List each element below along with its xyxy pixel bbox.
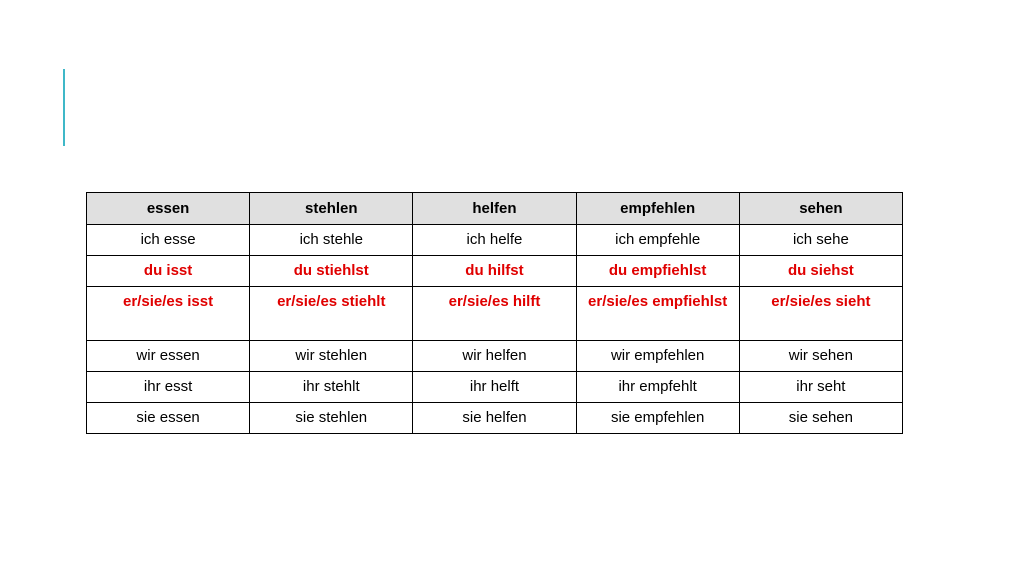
table-cell: ich sehe [739, 225, 902, 256]
table-cell: ich empfehle [576, 225, 739, 256]
column-header: essen [87, 193, 250, 225]
table-row [87, 225, 903, 256]
table-cell: sie sehen [739, 403, 902, 434]
table-cell: du siehst [739, 256, 902, 287]
table-cell: sie empfehlen [576, 403, 739, 434]
table-cell: wir helfen [413, 341, 576, 372]
table-cell: ihr stehlt [250, 372, 413, 403]
table-cell: du hilfst [413, 256, 576, 287]
table-cell: wir essen [87, 341, 250, 372]
column-header: stehlen [250, 193, 413, 225]
column-header: helfen [413, 193, 576, 225]
table-cell: wir empfehlen [576, 341, 739, 372]
table-row [87, 403, 903, 434]
table-cell: ihr helft [413, 372, 576, 403]
table-cell: wir sehen [739, 341, 902, 372]
table-cell: er/sie/es sieht [739, 287, 902, 341]
table-cell: sie helfen [413, 403, 576, 434]
table-cell: wir stehlen [250, 341, 413, 372]
column-header: empfehlen [576, 193, 739, 225]
verb-conjugation-table [86, 192, 903, 434]
table-cell: er/sie/es stiehlt [250, 287, 413, 341]
table-cell: er/sie/es isst [87, 287, 250, 341]
table-cell: du empfiehlst [576, 256, 739, 287]
table-cell: ich stehle [250, 225, 413, 256]
column-header: sehen [739, 193, 902, 225]
table-cell: ich helfe [413, 225, 576, 256]
table-cell: sie essen [87, 403, 250, 434]
table-row-highlighted [87, 287, 903, 341]
table-row-highlighted [87, 256, 903, 287]
table-cell: ihr empfehlt [576, 372, 739, 403]
table-cell: sie stehlen [250, 403, 413, 434]
table-header-row [87, 193, 903, 225]
table-cell: du stiehlst [250, 256, 413, 287]
table-cell: du isst [87, 256, 250, 287]
table-cell: ihr seht [739, 372, 902, 403]
table-row [87, 341, 903, 372]
table-cell: er/sie/es hilft [413, 287, 576, 341]
table-cell: ich esse [87, 225, 250, 256]
table-cell: ihr esst [87, 372, 250, 403]
table-cell: er/sie/es empfiehlst [576, 287, 739, 341]
title-accent-bar [63, 69, 65, 146]
table-row [87, 372, 903, 403]
